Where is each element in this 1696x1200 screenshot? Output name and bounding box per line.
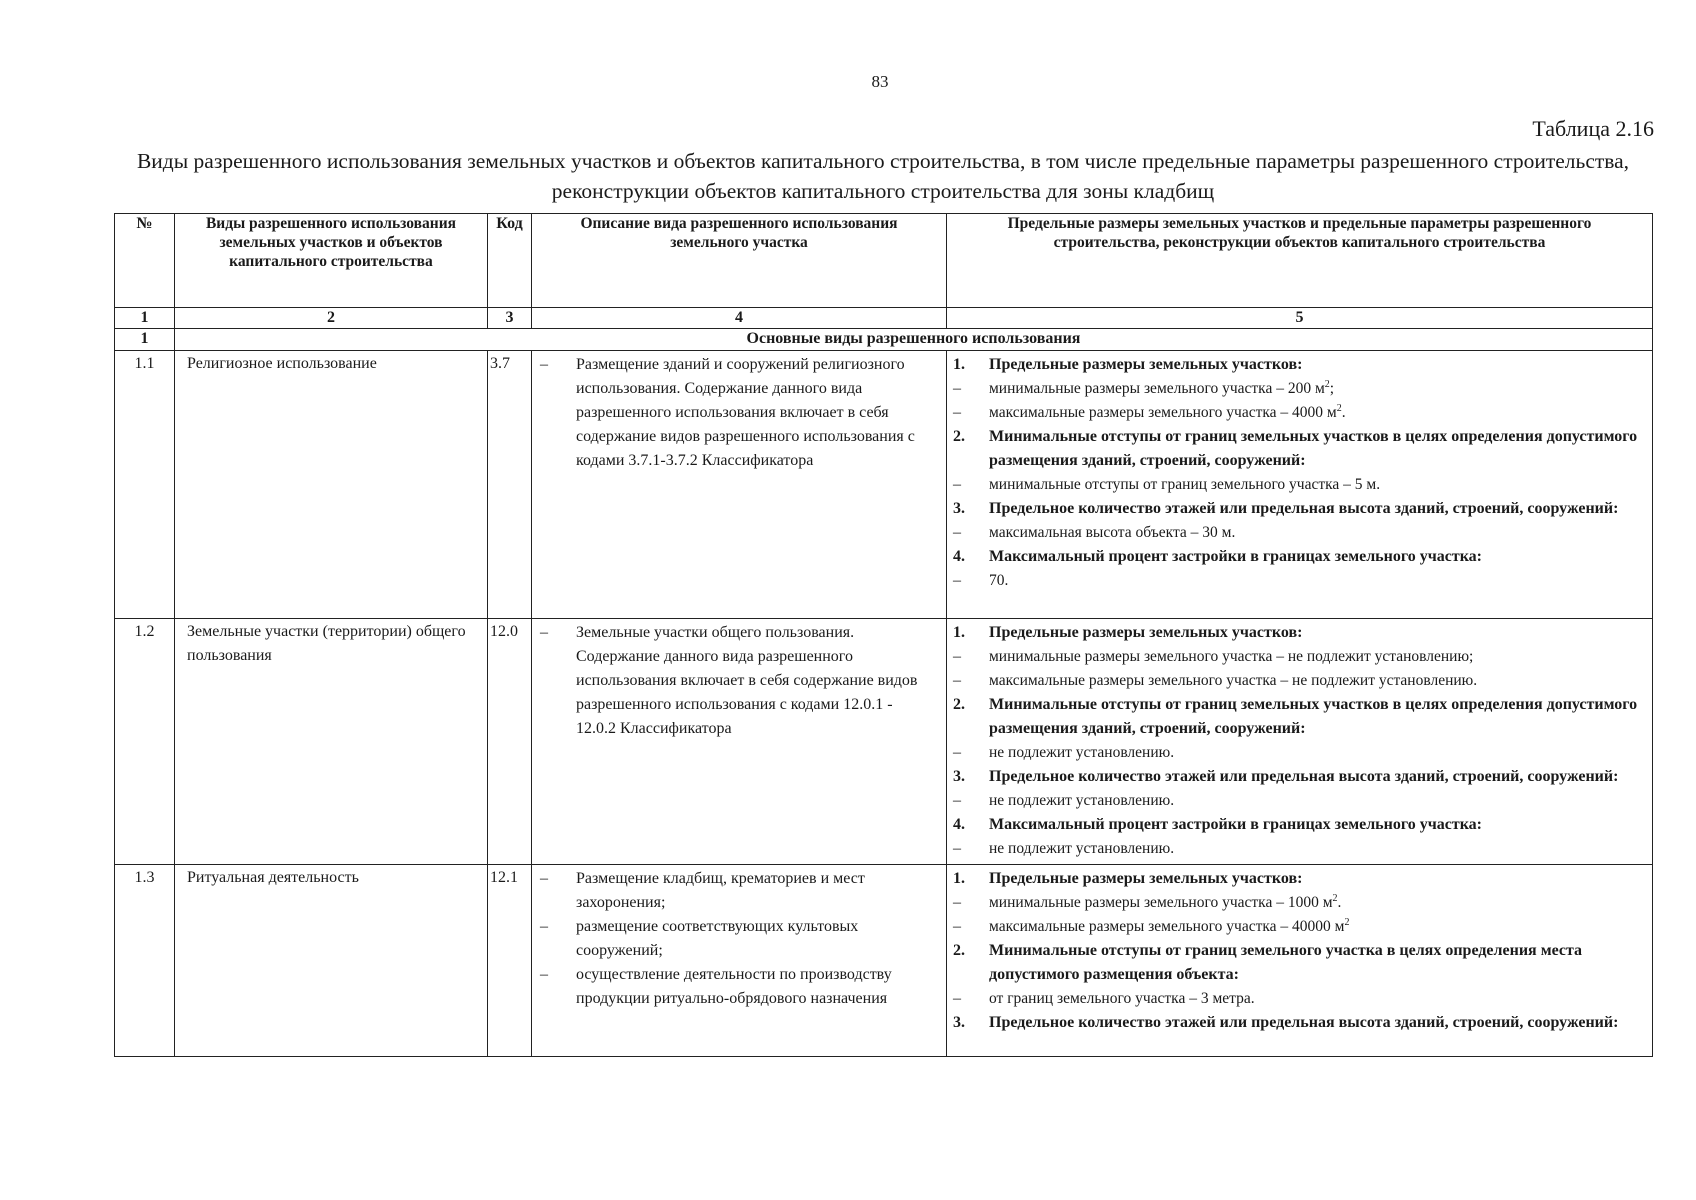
item-text [989,813,1644,837]
item-marker: 4. [953,816,965,833]
item-text-main: 70. [989,572,1009,589]
item-text-main: минимальные размеры земельного участка – 1000 м [989,894,1333,911]
item-marker: – [953,476,961,493]
parameter-item [953,987,1644,1011]
table-label: Таблица 2.16 [1532,116,1654,141]
item-text-main: Предельные размеры земельных участков: [989,624,1303,641]
item-text [989,789,1644,813]
parameter-item [953,645,1644,669]
parameter-heading [953,867,1644,891]
item-text [989,669,1644,693]
item-text-main: максимальные размеры земельного участка – 40000 м [989,918,1345,935]
page-number: 83 [871,72,889,91]
item-text-main: минимальные размеры земельного участка – не подлежит установлению; [989,648,1474,665]
item-text-end: ; [1329,380,1335,397]
item-text-main: максимальные размеры земельного участка – 4000 м [989,404,1337,421]
row-number: 1.1 [115,351,175,619]
item-text [989,939,1644,987]
item-marker: – [953,380,961,397]
table-body [115,214,1653,1057]
item-text-main: минимальные размеры земельного участка – 200 м [989,380,1325,397]
item-marker: 1. [953,356,965,373]
superscript: 2 [1336,402,1342,414]
item-text [989,545,1644,569]
parameter-heading [953,621,1644,645]
parameter-heading [953,497,1644,521]
header-row [115,214,1653,308]
item-text [989,1011,1644,1035]
superscript: 2 [1332,892,1338,904]
item-text-main: не подлежит установлению. [989,840,1175,857]
item-marker: 3. [953,500,965,517]
header-type: Виды разрешенного использования земельных участков и объектов капитального строительства [175,214,488,308]
header-code: Код [488,214,532,308]
item-marker: – [953,792,961,809]
section-no: 1 [115,329,175,351]
parameter-item [953,473,1644,497]
item-text-main: Минимальные отступы от границ земельного участка в целях определения места допустимого размещения объекта: [989,942,1583,983]
item-text-main: не подлежит установлению. [989,792,1175,809]
parameter-item [953,915,1644,939]
item-text-end: . [1337,894,1342,911]
description-item [540,621,936,741]
item-marker: – [953,918,961,935]
parameter-heading [953,813,1644,837]
use-description [532,865,947,1057]
item-marker: – [953,404,961,421]
item-text-main: Предельные размеры земельных участков: [989,356,1303,373]
item-text [989,645,1644,669]
column-number-row [115,308,1653,329]
item-marker: 3. [953,768,965,785]
section-title: Основные виды разрешенного использования [175,329,1653,351]
item-marker: – [953,672,961,689]
use-type: Земельные участки (территории) общего пользования [175,619,488,865]
superscript: 2 [1324,378,1330,390]
description-item [540,353,936,473]
header-params: Предельные размеры земельных участков и предельные параметры разрешенного строительства, реконструкции объектов капитального строительства [947,214,1653,308]
column-number: 3 [488,308,532,329]
item-text: осуществление деятельности по производству продукции ритуально-обрядового назначения [576,966,892,1007]
item-text [989,693,1644,741]
column-number: 2 [175,308,488,329]
parameter-heading [953,693,1644,741]
parameter-item [953,837,1644,861]
parameter-heading [953,1011,1644,1035]
item-marker: – [953,744,961,761]
item-text-main: от границ земельного участка – 3 метра. [989,990,1255,1007]
item-marker: 2. [953,942,965,959]
parameter-heading [953,765,1644,789]
item-text [989,521,1644,545]
parameter-item [953,891,1644,915]
parameter-item [953,521,1644,545]
item-text [989,867,1644,891]
item-text [989,837,1644,861]
parameter-item [953,789,1644,813]
item-text [989,891,1644,915]
column-number: 4 [532,308,947,329]
item-text [989,473,1644,497]
header-desc: Описание вида разрешенного использования земельного участка [532,214,947,308]
use-parameters [947,619,1653,865]
use-description [532,619,947,865]
item-text-main: Предельные размеры земельных участков: [989,870,1303,887]
item-marker: 1. [953,624,965,641]
use-code: 12.0 [488,619,532,865]
item-marker: – [953,894,961,911]
item-marker: – [540,356,548,373]
item-marker: 1. [953,870,965,887]
table-row [115,351,1653,619]
parameter-item [953,377,1644,401]
use-parameters [947,865,1653,1057]
parameter-heading [953,425,1644,473]
parameter-item [953,569,1644,593]
item-text [989,425,1644,473]
item-text [989,401,1644,425]
item-marker: – [540,966,548,983]
description-item [540,867,936,915]
item-text-main: Максимальный процент застройки в границах земельного участка: [989,548,1482,565]
item-text [989,741,1644,765]
item-text: Земельные участки общего пользования. Содержание данного вида разрешенного использования включает в себя содержание видов разрешенного использования с кодами 12.0.1 - 12.0.2 Классификатора [576,624,918,737]
item-marker: – [953,648,961,665]
parameter-heading [953,545,1644,569]
use-description [532,351,947,619]
parameter-item [953,741,1644,765]
column-number: 5 [947,308,1653,329]
use-code: 3.7 [488,351,532,619]
item-text [989,353,1644,377]
item-text-main: Минимальные отступы от границ земельных участков в целях определения допустимого размещения зданий, строений, сооружений: [989,428,1638,469]
item-text-main: Минимальные отступы от границ земельных участков в целях определения допустимого размещения зданий, строений, сооружений: [989,696,1638,737]
item-marker: 3. [953,1014,965,1031]
header-no: № [115,214,175,308]
parameter-item [953,669,1644,693]
item-text-main: максимальная высота объекта – 30 м. [989,524,1236,541]
row-number: 1.2 [115,619,175,865]
section-row [115,329,1653,351]
table-row [115,619,1653,865]
item-marker: – [953,990,961,1007]
item-text-main: минимальные отступы от границ земельного участка – 5 м. [989,476,1381,493]
table-caption: Виды разрешенного использования земельных участков и объектов капитального строительства, в том числе предельные параметры разрешенного строительства, реконструкции объектов капитального строительства для зоны кладбищ [136,149,1630,203]
description-item [540,915,936,963]
description-item [540,963,936,1011]
item-text [989,621,1644,645]
item-text-main: Предельное количество этажей или предельная высота зданий, строений, сооружений: [989,1014,1619,1031]
item-text-main: не подлежит установлению. [989,744,1175,761]
use-type: Ритуальная деятельность [175,865,488,1057]
item-marker: 2. [953,696,965,713]
zoning-table [114,213,1653,1057]
item-text: размещение соответствующих культовых сооружений; [576,918,859,959]
use-parameters [947,351,1653,619]
parameter-heading [953,939,1644,987]
superscript: 2 [1344,916,1350,928]
use-type: Религиозное использование [175,351,488,619]
item-text: Размещение кладбищ, крематориев и мест захоронения; [576,870,865,911]
item-marker: – [953,840,961,857]
item-marker: – [953,524,961,541]
column-number: 1 [115,308,175,329]
item-marker: – [540,624,548,641]
item-text [989,377,1644,401]
parameter-heading [953,353,1644,377]
item-text [989,987,1644,1011]
item-text [989,569,1644,593]
item-text-main: Максимальный процент застройки в границах земельного участка: [989,816,1482,833]
parameter-item [953,401,1644,425]
item-text-end: . [1341,404,1346,421]
item-text [989,765,1644,789]
item-text [989,915,1644,939]
item-text [989,497,1644,521]
item-text: Размещение зданий и сооружений религиозного использования. Содержание данного вида разрешенного использования включает в себя содержание видов разрешенного использования с кодами 3.7.1-3.7.2 Классификатора [576,356,915,469]
use-code: 12.1 [488,865,532,1057]
item-marker: – [540,870,548,887]
item-text-main: Предельное количество этажей или предельная высота зданий, строений, сооружений: [989,768,1619,785]
item-marker: – [953,572,961,589]
item-marker: 4. [953,548,965,565]
item-marker: 2. [953,428,965,445]
row-number: 1.3 [115,865,175,1057]
item-text-main: максимальные размеры земельного участка – не подлежит установлению. [989,672,1478,689]
item-marker: – [540,918,548,935]
table-row [115,865,1653,1057]
item-text-main: Предельное количество этажей или предельная высота зданий, строений, сооружений: [989,500,1619,517]
